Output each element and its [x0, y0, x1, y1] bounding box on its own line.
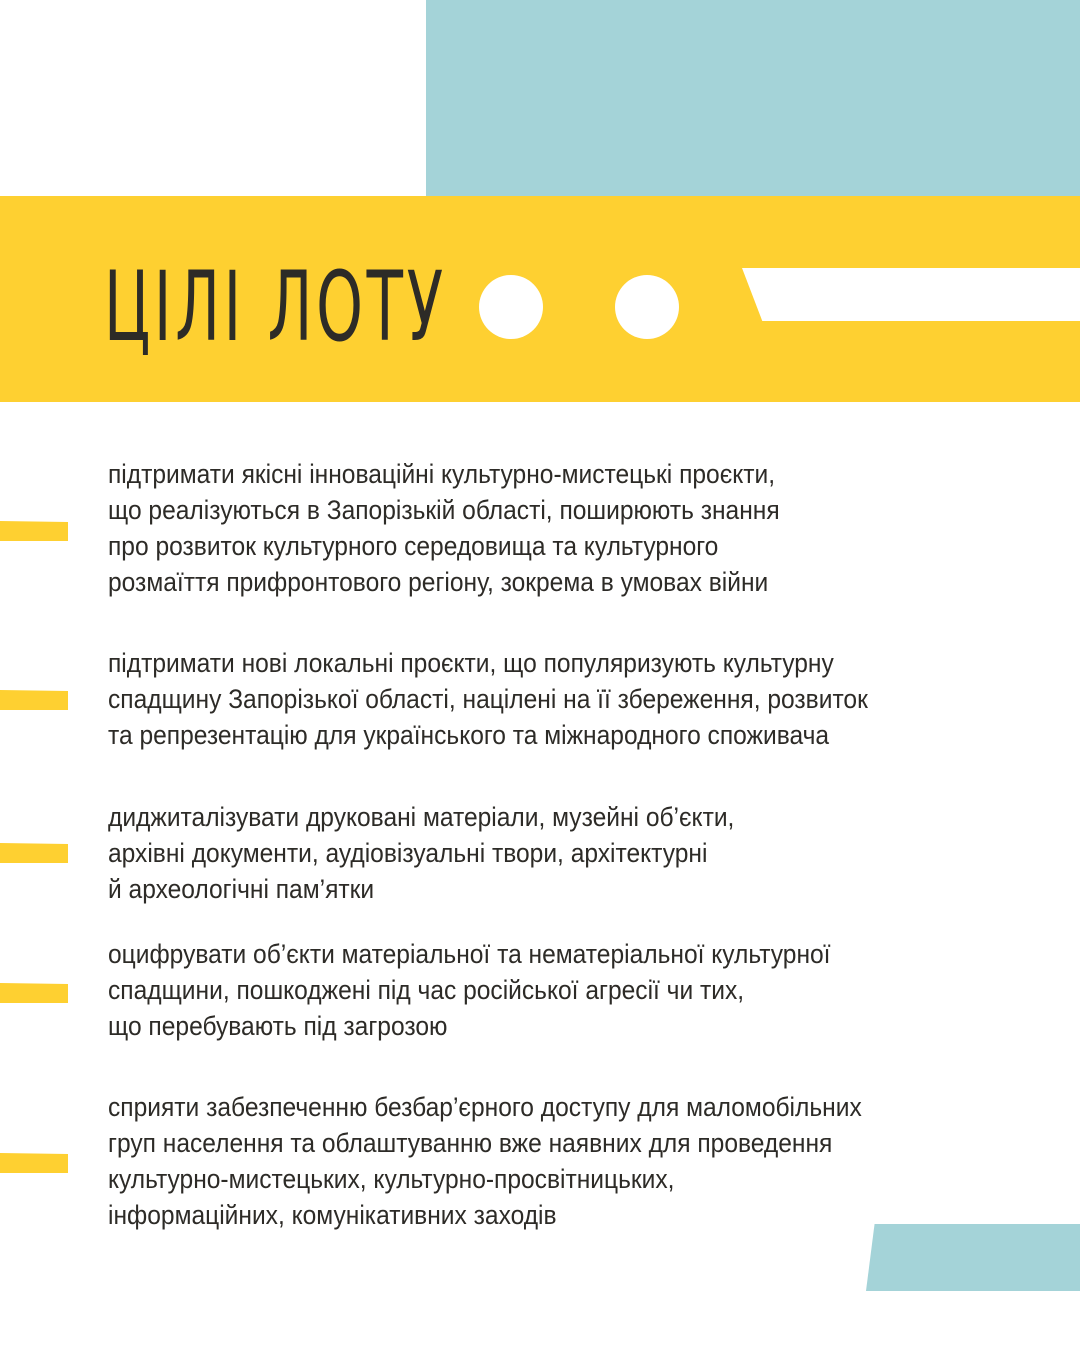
- goal-line: та репрезентацію для українського та міжнародного споживача: [108, 720, 830, 750]
- goal-line: підтримати якісні інноваційні культурно-мистецькі проєкти,: [108, 459, 776, 489]
- goal-item-2: [108, 645, 943, 753]
- goal-line: що перебувають під загрозою: [108, 1011, 448, 1041]
- decorative-blue-block-top: [426, 0, 1080, 196]
- goal-item-5: [108, 1089, 936, 1233]
- decorative-white-slant: [742, 268, 1080, 321]
- decorative-dot-left: [479, 275, 543, 339]
- bullet-dash-1: [0, 521, 68, 541]
- goal-line: про розвиток культурного середовища та культурного: [108, 531, 719, 561]
- goal-line: сприяти забезпеченню безбар’єрного доступу для маломобільних: [108, 1092, 862, 1122]
- bullet-dash-4: [0, 983, 68, 1003]
- goal-item-1: [108, 456, 846, 600]
- bullet-dash-2: [0, 690, 68, 710]
- goal-line: архівні документи, аудіовізуальні твори, архітектурні: [108, 838, 708, 868]
- goal-item-3: [108, 799, 796, 907]
- goal-line: й археологічні пам’ятки: [108, 874, 375, 904]
- decorative-blue-block-bottom: [866, 1224, 1080, 1291]
- goal-item-4: [108, 936, 902, 1044]
- goal-line: інформаційних, комунікативних заходів: [108, 1200, 557, 1230]
- bullet-dash-5: [0, 1153, 68, 1173]
- goal-line: підтримати нові локальні проєкти, що популяризують культурну: [108, 648, 834, 678]
- goal-line: диджиталізувати друковані матеріали, музейні об’єкти,: [108, 802, 735, 832]
- goal-line: оцифрувати об’єкти матеріальної та нематеріальної культурної: [108, 939, 831, 969]
- page-title: ЦІЛІ ЛОТУ: [104, 251, 447, 363]
- goal-line: розмаїття прифронтового регіону, зокрема в умовах війни: [108, 567, 769, 597]
- goal-line: спадщини, пошкоджені під час російської агресії чи тих,: [108, 975, 745, 1005]
- bullet-dash-3: [0, 843, 68, 863]
- decorative-dot-right: [615, 275, 679, 339]
- goal-line: культурно-мистецьких, культурно-просвітницьких,: [108, 1164, 675, 1194]
- goal-line: груп населення та облаштуванню вже наявних для проведення: [108, 1128, 833, 1158]
- goal-line: спадщину Запорізької області, націлені на її збереження, розвиток: [108, 684, 868, 714]
- goal-line: що реалізуються в Запорізькій області, поширюють знання: [108, 495, 780, 525]
